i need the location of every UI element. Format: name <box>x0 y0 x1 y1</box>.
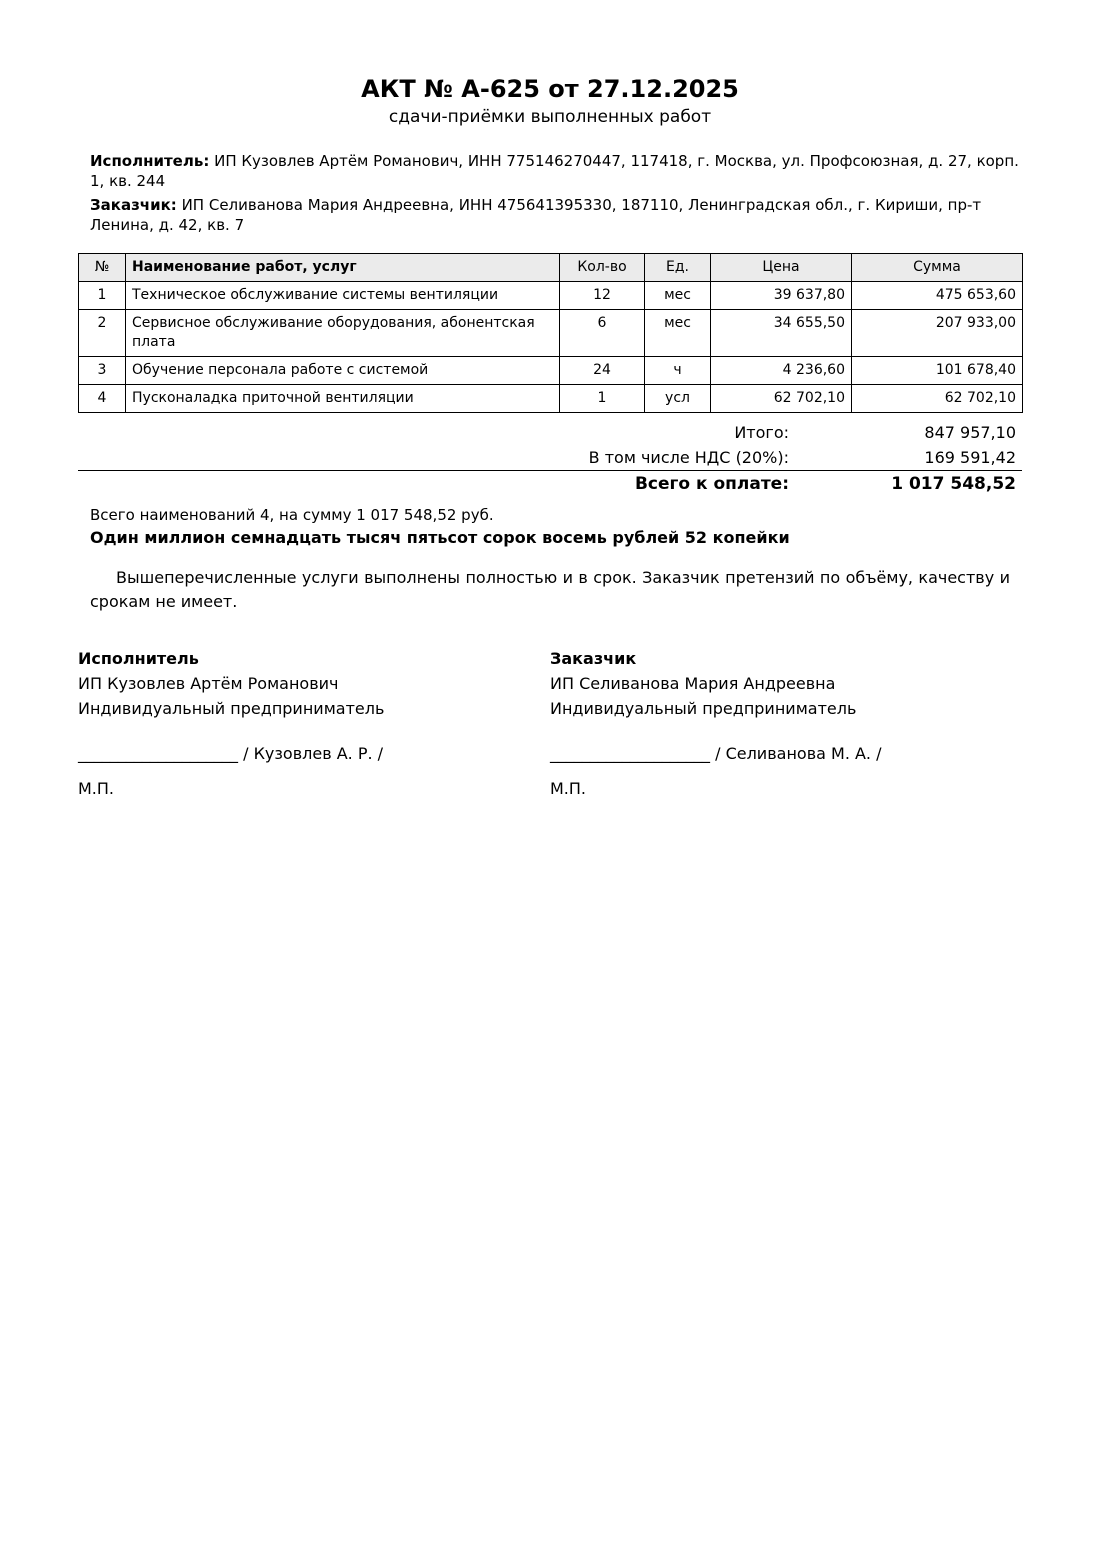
customer-block <box>90 195 1020 235</box>
header-unit: Ед. <box>645 254 711 282</box>
row-unit: ч <box>645 357 711 385</box>
acceptance-statement: Вышеперечисленные услуги выполнены полностью и в срок. Заказчик претензий по объёму, качеству и срокам не имеет. <box>90 568 1010 611</box>
items-table <box>78 253 1023 413</box>
row-unit: усл <box>645 385 711 413</box>
row-sum: 62 702,10 <box>852 385 1023 413</box>
grand-total-row <box>78 472 1022 496</box>
row-name: Сервисное обслуживание оборудования, абонентская плата <box>126 310 560 357</box>
header-name: Наименование работ, услуг <box>126 254 560 282</box>
customer-signature-status: Индивидуальный предприниматель <box>550 699 857 718</box>
subtotal-value: 847 957,10 <box>924 423 1016 442</box>
row-sum: 475 653,60 <box>852 282 1023 310</box>
customer-stamp-place: М.П. <box>550 779 587 798</box>
header-sum: Сумма <box>852 254 1023 282</box>
vat-value: 169 591,42 <box>924 448 1016 467</box>
header-qty: Кол-во <box>560 254 645 282</box>
table-row <box>79 310 1023 357</box>
document-title: АКТ № А-625 от 27.12.2025 <box>361 75 739 103</box>
executor-stamp-place: М.П. <box>78 779 115 798</box>
row-qty: 24 <box>560 357 645 385</box>
row-qty: 1 <box>560 385 645 413</box>
summary-in-words: Один миллион семнадцать тысяч пятьсот сорок восемь рублей 52 копейки <box>90 528 790 547</box>
customer-details: ИП Селиванова Мария Андреевна, ИНН 475641395330, 187110, Ленинградская обл., г. Кириши, пр-т Ленина, д. 42, кв. 7 <box>90 196 982 234</box>
executor-signature-status: Индивидуальный предприниматель <box>78 699 385 718</box>
row-num: 2 <box>79 310 126 357</box>
customer-signature-role: Заказчик <box>550 649 637 668</box>
vat-label: В том числе НДС (20%): <box>588 448 789 467</box>
row-num: 1 <box>79 282 126 310</box>
executor-block <box>90 151 1020 191</box>
row-price: 39 637,80 <box>711 282 852 310</box>
executor-signature-role: Исполнитель <box>78 649 199 668</box>
table-row <box>79 357 1023 385</box>
customer-signature-line: ____________________ / Селиванова М. А. / <box>550 744 882 763</box>
customer-signature-name: ИП Селиванова Мария Андреевна <box>550 674 836 693</box>
row-qty: 12 <box>560 282 645 310</box>
table-row <box>79 385 1023 413</box>
row-price: 4 236,60 <box>711 357 852 385</box>
document-subtitle: сдачи-приёмки выполненных работ <box>388 107 712 127</box>
row-sum: 207 933,00 <box>852 310 1023 357</box>
grand-total-value: 1 017 548,52 <box>891 474 1016 494</box>
subtotal-row <box>78 421 1022 445</box>
table-row <box>79 282 1023 310</box>
executor-label: Исполнитель: <box>90 152 210 170</box>
row-qty: 6 <box>560 310 645 357</box>
table-header-row <box>79 254 1023 282</box>
row-name: Обучение персонала работе с системой <box>126 357 560 385</box>
executor-signature-name: ИП Кузовлев Артём Романович <box>78 674 339 693</box>
row-unit: мес <box>645 282 711 310</box>
row-name: Техническое обслуживание системы вентиляции <box>126 282 560 310</box>
totals-divider <box>78 470 1022 471</box>
vat-row <box>78 446 1022 470</box>
header-num: № <box>79 254 126 282</box>
executor-details: ИП Кузовлев Артём Романович, ИНН 775146270447, 117418, г. Москва, ул. Профсоюзная, д. 27, корп. 1, кв. 244 <box>90 152 1019 190</box>
row-sum: 101 678,40 <box>852 357 1023 385</box>
executor-signature-line: ____________________ / Кузовлев А. Р. / <box>78 744 384 763</box>
row-unit: мес <box>645 310 711 357</box>
header-price: Цена <box>711 254 852 282</box>
row-name: Пусконаладка приточной вентиляции <box>126 385 560 413</box>
grand-total-label: Всего к оплате: <box>634 474 789 494</box>
summary-count-line: Всего наименований 4, на сумму 1 017 548,52 руб. <box>90 506 494 524</box>
row-num: 4 <box>79 385 126 413</box>
customer-signature-block <box>550 647 990 801</box>
row-price: 34 655,50 <box>711 310 852 357</box>
row-num: 3 <box>79 357 126 385</box>
subtotal-label: Итого: <box>734 423 789 442</box>
customer-label: Заказчик: <box>90 196 177 214</box>
executor-signature-block <box>78 647 518 801</box>
row-price: 62 702,10 <box>711 385 852 413</box>
